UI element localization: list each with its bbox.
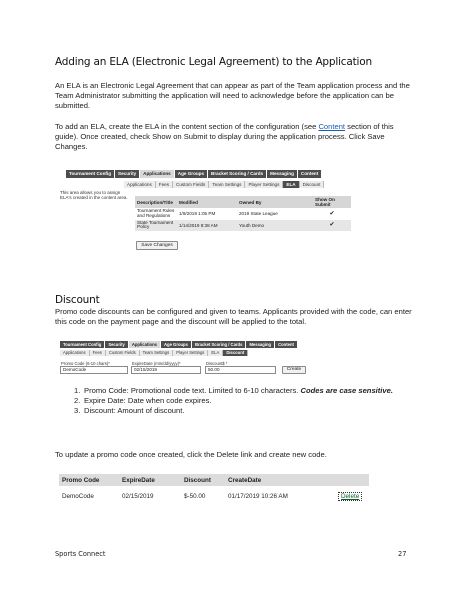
- col-create-date: CreateDate: [225, 474, 335, 486]
- ela-table: [135, 196, 351, 231]
- ela-owner-cell: Youth Demo: [237, 220, 313, 232]
- subtab-fees[interactable]: Fees: [90, 350, 106, 356]
- discount-section-heading: Discount: [55, 294, 100, 306]
- ela-intro-paragraph: An ELA is an Electronic Legal Agreement that can appear as part of the Team application process and the Team Administrator submitting the application will need to acknowledge before the application can be submitted.: [55, 81, 410, 111]
- subtab-discount[interactable]: Discount: [300, 181, 325, 188]
- tab-age-groups[interactable]: Age Groups: [175, 170, 208, 178]
- promo-code-cell: DemoCode: [59, 490, 119, 502]
- discount-config-screenshot: [60, 341, 320, 378]
- main-tabs: [66, 170, 322, 178]
- col-expire-date: ExpireDate: [119, 474, 181, 486]
- create-date-cell: 01/17/2019 10:26 AM: [225, 490, 335, 502]
- tab-bracket-scoring[interactable]: Bracket Scoring / Cards: [192, 341, 246, 348]
- tab-applications[interactable]: Applications: [140, 170, 175, 178]
- subtab-custom-fields[interactable]: Custom Fields: [173, 181, 209, 188]
- ela-title-cell: State Tournament Policy: [135, 220, 177, 232]
- subtab-fees[interactable]: Fees: [156, 181, 173, 188]
- ela-instructions-text-b: section of this guide). Once created, check Show on Submit to display during the application process. Click Save Changes.: [55, 122, 394, 152]
- promo-table-header: [59, 474, 369, 486]
- tab-messaging[interactable]: Messaging: [246, 341, 275, 348]
- show-on-submit-checkbox[interactable]: ✔: [329, 222, 335, 229]
- update-note: To update a promo code once created, click the Delete link and create new code.: [55, 450, 327, 459]
- col-owned-by: Owned By: [237, 196, 313, 208]
- promo-code-input[interactable]: DemoCode: [60, 366, 128, 374]
- save-changes-button[interactable]: Save Changes: [136, 241, 178, 250]
- ela-owner-cell: 2019 State League: [237, 208, 313, 220]
- footer-brand: Sports Connect: [55, 550, 106, 558]
- ela-modified-cell: 1/14/2019 8:38 AM: [177, 220, 237, 232]
- list-item-text: Promo Code: Promotional code text. Limited to 6-10 characters.: [84, 386, 301, 395]
- main-tabs: [60, 341, 298, 348]
- ela-table-header: [135, 196, 351, 208]
- table-row: [135, 208, 351, 220]
- subtab-discount[interactable]: Discount: [223, 350, 248, 356]
- show-on-submit-checkbox[interactable]: ✔: [329, 210, 335, 217]
- tab-applications[interactable]: Applications: [129, 341, 161, 348]
- ela-config-screenshot: [60, 170, 361, 257]
- col-action: [335, 474, 369, 486]
- tab-tournament-config[interactable]: Tournament Config: [60, 341, 105, 348]
- subtab-player-settings[interactable]: Player Settings: [245, 181, 283, 188]
- ela-description: This area allows you to assign ELA's created in the content area.: [60, 190, 128, 201]
- tab-messaging[interactable]: Messaging: [267, 170, 298, 178]
- subtab-applications[interactable]: Applications: [60, 350, 90, 356]
- ela-modified-cell: 1/9/2019 1:05 PM: [177, 208, 237, 220]
- table-row: [135, 220, 351, 232]
- subtab-custom-fields[interactable]: Custom Fields: [106, 350, 140, 356]
- list-item-text: Discount: Amount of discount.: [84, 406, 185, 416]
- subtab-ela[interactable]: ELA: [208, 350, 223, 356]
- discount-label: Discount$ *: [206, 361, 228, 366]
- subtab-team-settings[interactable]: Team Settings: [209, 181, 245, 188]
- col-promo-code: Promo Code: [59, 474, 119, 486]
- col-modified: Modified: [177, 196, 237, 208]
- tab-content[interactable]: Content: [298, 170, 322, 178]
- subtab-applications[interactable]: Applications: [124, 181, 156, 188]
- list-item-emphasis: Codes are case sensitive.: [300, 386, 393, 395]
- delete-link[interactable]: Delete: [338, 492, 362, 501]
- expire-date-label: ExpireDate (mm/dd/yyyy)*: [132, 361, 181, 366]
- discount-paragraph: Promo code discounts can be configured and given to teams. Applicants provided with the code, can enter this code on the payment page and the discount will be applied to the total.: [55, 307, 412, 327]
- sub-tabs: [60, 350, 248, 356]
- list-item-number: 2.: [74, 396, 81, 406]
- create-button[interactable]: Create: [282, 366, 306, 374]
- expire-date-input[interactable]: 02/15/2019: [131, 366, 201, 374]
- tab-tournament-config[interactable]: Tournament Config: [66, 170, 115, 178]
- col-description: Description/Title: [135, 196, 177, 208]
- promo-code-label: Promo Code (6-10 chars)*: [61, 361, 110, 366]
- subtab-ela[interactable]: ELA: [283, 181, 299, 188]
- subtab-team-settings[interactable]: Team Settings: [140, 350, 174, 356]
- tab-bracket-scoring[interactable]: Bracket Scoring / Cards: [208, 170, 267, 178]
- ela-instructions-paragraph: [55, 122, 415, 153]
- list-item: [74, 396, 394, 406]
- subtab-player-settings[interactable]: Player Settings: [173, 350, 208, 356]
- expire-date-cell: 02/15/2019: [119, 490, 181, 502]
- tab-security[interactable]: Security: [105, 341, 129, 348]
- discount-field-list: [74, 386, 394, 417]
- page-number: 27: [398, 550, 407, 558]
- list-item: [74, 406, 394, 416]
- sub-tabs: [124, 181, 324, 188]
- table-row: [59, 490, 369, 502]
- ela-section-heading: Adding an ELA (Electronic Legal Agreement) to the Application: [55, 56, 372, 68]
- col-discount: Discount: [181, 474, 225, 486]
- discount-cell: $-50.00: [181, 490, 225, 502]
- col-show-on-submit: Show On Submit: [313, 196, 351, 208]
- promo-code-table: [59, 474, 369, 502]
- list-item: [74, 386, 394, 396]
- list-item-text: Expire Date: Date when code expires.: [84, 396, 212, 406]
- list-item-number: 1.: [74, 386, 81, 395]
- ela-title-cell: Tournament Rules and Regulations: [135, 208, 177, 220]
- discount-input[interactable]: 50.00: [205, 366, 276, 374]
- tab-content[interactable]: Content: [275, 341, 298, 348]
- tab-age-groups[interactable]: Age Groups: [161, 341, 192, 348]
- tab-security[interactable]: Security: [115, 170, 140, 178]
- list-item-number: 3.: [74, 406, 81, 416]
- ela-instructions-text-a: To add an ELA, create the ELA in the content section of the configuration (see: [55, 122, 319, 131]
- content-link[interactable]: Content: [318, 122, 346, 131]
